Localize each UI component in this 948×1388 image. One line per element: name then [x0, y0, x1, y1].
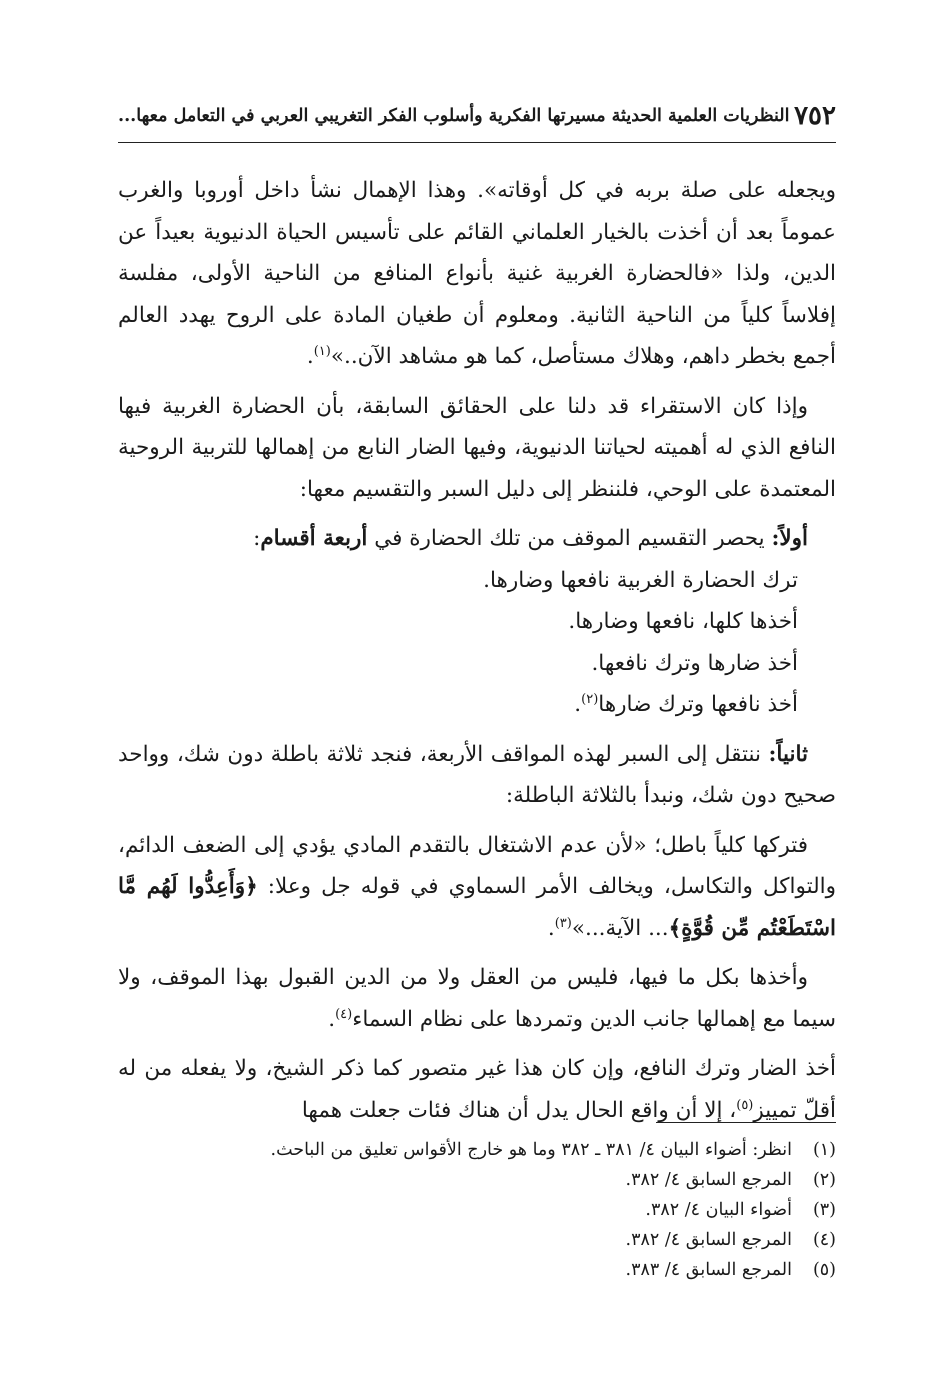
paragraph-text: وأخذها بكل ما فيها، فليس من العقل ولا من الدين القبول بهذا الموقف، ولا سيما مع إهمالها جانب الدين وتمردها على نظام السماء — [118, 965, 836, 1032]
footnote-1 — [118, 1135, 836, 1165]
paragraph-end: . — [306, 344, 314, 369]
list-item-end: . — [574, 692, 582, 717]
paragraph-text: ويجعله على صلة بربه في كل أوقاته». وهذا الإهمال نشأ داخل أوروبا والغرب عموماً بعد أن أخذت بالخيار العلماني القائم على تأسيس الحياة الدنيوية بعيداً عن الدين، ولذا «فالحضارة الغربية غنية بأنواع المنافع من الناحية الأولى، مفلسة إفلاساً كلياً من الناحية الثانية. ومعلوم أن طغيان المادة على الروح يهدد العالم أجمع بخطر داهم، وهلاك مستأصل، كما هو مشاهد الآن..» — [118, 178, 836, 369]
four-divisions: أربعة أقسام — [260, 526, 368, 551]
footnote-text: أضواء البيان ٤/ ٣٨٢. — [645, 1200, 792, 1220]
footnote-ref-4: (٤) — [335, 1006, 353, 1022]
list-item-1: ترك الحضارة الغربية نافعها وضارها. — [483, 567, 798, 593]
footnotes — [118, 1135, 836, 1285]
paragraph-2: وإذا كان الاستقراء قد دلنا على الحقائق السابقة، بأن الحضارة الغربية فيها النافع الذي له أهميته لحياتنا الدنيوية، وفيها الضار النابع من إهمالها للتربية الروحية المعتمدة على الوحي، فلننظر إلى دليل السبر والتقسيم معها: — [118, 393, 836, 502]
list-item-4 — [118, 684, 836, 726]
footnote-ref-1: (١) — [313, 343, 331, 359]
footnote-text: المرجع السابق ٤/ ٣٨٢. — [625, 1170, 792, 1190]
footnote-number: (٥) — [812, 1260, 836, 1280]
paragraph-end: . — [547, 915, 555, 941]
footnote-5 — [118, 1255, 836, 1285]
paragraph-text: ... الآية...» — [571, 915, 669, 941]
paragraph-6 — [118, 957, 836, 1040]
footnote-ref-3: (٣) — [554, 915, 572, 931]
paragraph-5 — [118, 825, 836, 950]
page-number: ٧٥٢ — [794, 101, 836, 131]
footnote-number: (٢) — [812, 1170, 836, 1190]
footnote-number: (٣) — [812, 1200, 836, 1220]
header-rule — [118, 142, 836, 143]
list-item-3: أخذ ضارها وترك نافعها. — [591, 650, 798, 676]
paragraph-text: أخذ الضار وترك النافع، وإن كان هذا غير متصور كما ذكر الشيخ، ولا يفعله من له أقلّ تمييز — [118, 1056, 836, 1123]
paragraph-1 — [118, 170, 836, 378]
footnote-2 — [118, 1165, 836, 1195]
footnote-number: (١) — [812, 1140, 836, 1160]
quran-verse: ﴿وَأَعِدُّوا لَهُم مَّا اسْتَطَعْتُم مِّن قُوَّةٍ﴾ — [118, 874, 836, 941]
paragraph-end: . — [328, 1006, 336, 1032]
paragraph-text: يحصر التقسيم الموقف من تلك الحضارة في — [367, 526, 772, 551]
list-item-text: أخذ نافعها وترك ضارها — [598, 692, 798, 717]
paragraph-end: : — [253, 526, 261, 551]
list-item-2: أخذها كلها، نافعها وضارها. — [568, 609, 798, 634]
first-label: أولاً: — [771, 526, 808, 551]
paragraph-7 — [118, 1048, 836, 1131]
running-head: النظريات العلمية الحديثة مسيرتها الفكرية وأسلوب الفكر التغريبي العربي في التعامل معها... — [118, 106, 790, 126]
page-header — [118, 96, 836, 136]
footnote-text: المرجع السابق ٤/ ٣٨٣. — [625, 1260, 792, 1280]
main-text — [118, 170, 836, 1139]
paragraph-text: ننتقل إلى السبر لهذه المواقف الأربعة، فنجد ثلاثة باطلة دون شك، وواحد صحيح دون شك، ونبدأ بالثلاثة الباطلة: — [118, 741, 836, 808]
second-label: ثانياً: — [768, 741, 808, 767]
footnote-text: انظر: أضواء البيان ٤/ ٣٨١ ـ ٣٨٢ وما هو خارج الأقواس تعليق من الباحث. — [270, 1140, 792, 1160]
paragraph-4 — [118, 734, 836, 817]
footnote-number: (٤) — [812, 1230, 836, 1250]
footnote-4 — [118, 1225, 836, 1255]
footnote-ref-2: (٢) — [581, 691, 599, 707]
paragraph-text: ، إلا أن واقع الحال يدل أن هناك فئات جعلت همها — [301, 1097, 737, 1123]
footnote-rule — [656, 1122, 836, 1123]
paragraph-3 — [118, 518, 836, 560]
footnote-3 — [118, 1195, 836, 1225]
footnote-text: المرجع السابق ٤/ ٣٨٢. — [625, 1230, 792, 1250]
footnote-ref-5: (٥) — [736, 1097, 754, 1113]
paragraph-text: فتركها كلياً باطل؛ «لأن عدم الاشتغال بالتقدم المادي يؤدي إلى الضعف الدائم، والتواكل والتكاسل، ويخالف الأمر السماوي في قوله جل وعلا: — [118, 832, 836, 899]
